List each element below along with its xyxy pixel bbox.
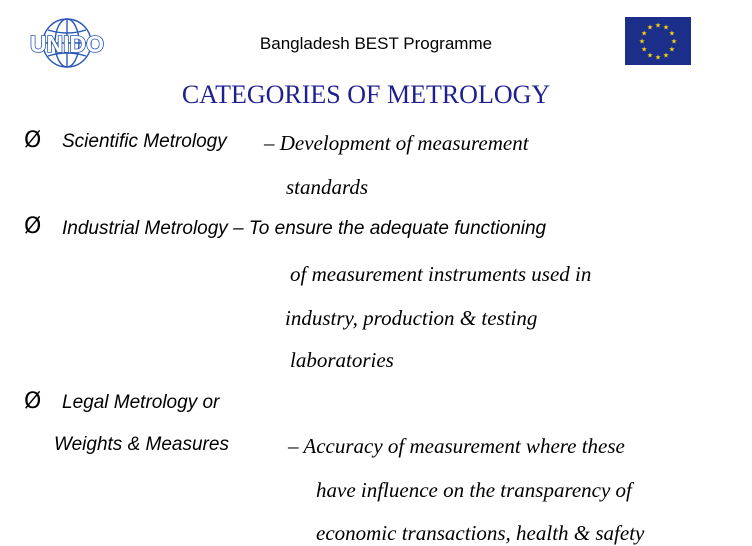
header-title: Bangladesh BEST Programme: [259, 34, 493, 53]
eu-star-icon: ★: [668, 29, 676, 38]
term-weights-measures: Weights & Measures: [54, 434, 229, 455]
def-line: laboratories: [290, 348, 394, 372]
def-line: – Accuracy of measurement where these: [288, 434, 625, 458]
def-line: – Development of measurement: [264, 131, 529, 155]
unido-logo-text: UNIDO: [29, 31, 105, 57]
eu-star-icon: ★: [640, 45, 648, 54]
eu-star-icon: ★: [654, 21, 662, 30]
slide-title: CATEGORIES OF METROLOGY: [181, 80, 551, 109]
eu-star-icon: ★: [646, 23, 654, 32]
def-line: standards: [286, 175, 369, 199]
eu-star-icon: ★: [662, 51, 670, 60]
eu-star-icon: ★: [668, 45, 676, 54]
bullet-arrow-icon: Ø: [24, 389, 42, 414]
def-line: economic transactions, health & safety: [316, 521, 645, 545]
eu-star-icon: ★: [654, 53, 662, 62]
def-line: industry, production & testing: [285, 306, 538, 330]
eu-star-icon: ★: [662, 23, 670, 32]
def-line: have influence on the transparency of: [316, 478, 632, 502]
term-scientific: Scientific Metrology: [62, 131, 227, 152]
def-line: of measurement instruments used in: [290, 262, 592, 286]
eu-star-icon: ★: [670, 37, 678, 46]
term-legal: Legal Metrology or: [62, 392, 220, 413]
term-industrial: Industrial Metrology – To ensure the adequate functioning: [62, 218, 547, 239]
eu-star-icon: ★: [640, 29, 648, 38]
eu-star-icon: ★: [646, 51, 654, 60]
eu-flag-icon: [625, 17, 691, 65]
bullet-arrow-icon: Ø: [24, 128, 42, 153]
eu-star-icon: ★: [638, 37, 646, 46]
bullet-arrow-icon: Ø: [24, 214, 42, 239]
